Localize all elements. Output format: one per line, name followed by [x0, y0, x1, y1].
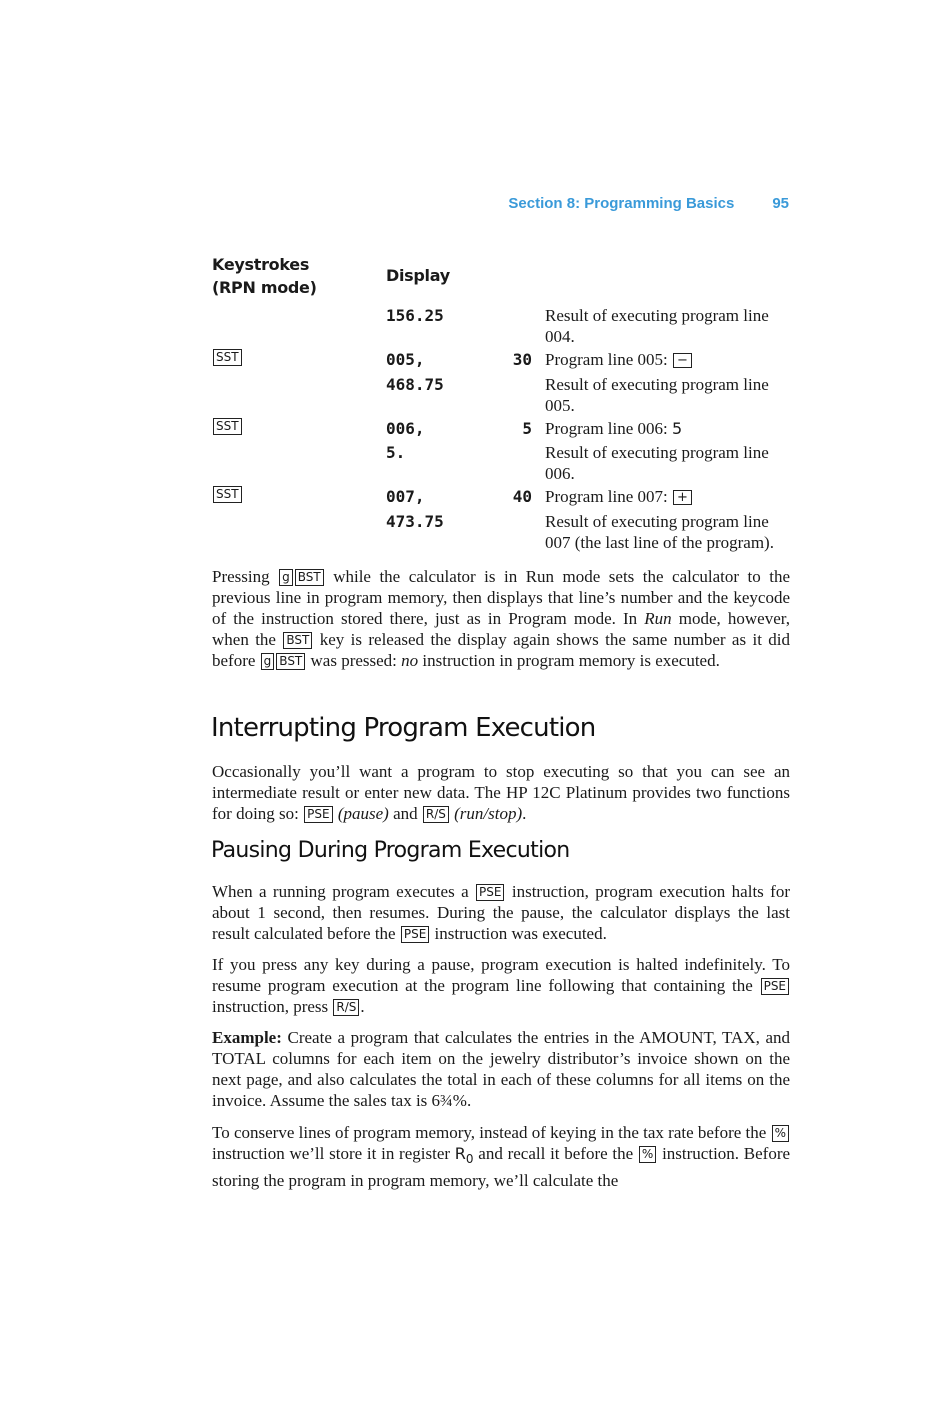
- keycode: 40: [512, 487, 532, 506]
- heading-interrupting: Interrupting Program Execution: [211, 713, 596, 743]
- keystrokes-header-line2: (RPN mode): [212, 278, 317, 297]
- rs-key: R/S: [423, 806, 449, 823]
- keycode: 30: [512, 350, 532, 369]
- display-column-header: Display: [386, 266, 450, 285]
- bst-key: BST: [283, 632, 312, 649]
- percent-key: %: [639, 1146, 656, 1163]
- keystrokes-header-line1: Keystrokes: [212, 255, 310, 274]
- pse-key: PSE: [304, 806, 332, 823]
- paragraph-pse: When a running program executes a PSE instruction, program execution halts for about 1 second, then resumes. During the pause, the calculator displays the last result calculated before the PSE instruction was executed.: [212, 882, 790, 943]
- sst-key: SST: [213, 418, 242, 435]
- running-header: [508, 195, 789, 212]
- keycode: 5: [522, 419, 532, 438]
- rs-key: R/S: [333, 999, 359, 1016]
- plus-key: +: [673, 490, 692, 505]
- sst-key: SST: [213, 349, 242, 366]
- display-value: 468.75: [386, 375, 444, 394]
- display-value: 473.75: [386, 512, 444, 531]
- paragraph-bst: Pressing g BST while the calculator is in Run mode sets the calculator to the previous line in program memory, then displays that line’s number and the keycode of the instruction stored there, just as in Program mode. In Run mode, however, when the BST key is released the display again shows the same number as it did before g BST was pressed: no instruction in program memory is executed.: [212, 567, 791, 670]
- bst-key: BST: [276, 653, 305, 670]
- description: Result of executing program line 006.: [545, 443, 769, 483]
- g-key: g: [261, 653, 275, 670]
- description: Result of executing program line 005.: [545, 375, 769, 415]
- description: Result of executing program line 004.: [545, 306, 769, 346]
- display-value: 156.25: [386, 306, 444, 325]
- pse-key: PSE: [401, 926, 429, 943]
- pse-key: PSE: [761, 978, 789, 995]
- paragraph-resume: If you press any key during a pause, program execution is halted indefinitely. To resume program execution at the program line following that containing the PSE instruction, press R/S .: [212, 955, 790, 1016]
- description: Program line 006: 5: [545, 419, 683, 438]
- display-value: 5.: [386, 443, 406, 462]
- description: Program line 005: −: [545, 349, 790, 370]
- example-label: Example:: [212, 1028, 282, 1047]
- paragraph-example: Example: Create a program that calculates the entries in the AMOUNT, TAX, and TOTAL columns for each item on the jewelry distributor’s invoice shown on the next page, and also calculates the total in each of these columns for all items on the invoice. Assume the sales tax is 6¾%.: [212, 1028, 790, 1110]
- display-value: 006,: [386, 419, 425, 438]
- section-title: Section 8: Programming Basics: [508, 195, 735, 212]
- paragraph-interrupt-intro: Occasionally you’ll want a program to stop executing so that you can see an intermediate result or enter new data. The HP 12C Platinum provides two functions for doing so: PSE (pause) and R/S (run/stop).: [212, 762, 790, 823]
- paragraph-conserve: To conserve lines of program memory, instead of keying in the tax rate before the % instruction we’ll store it in register $R_0$ and recall it before the % instruction. Before storing the program in program memory, we’ll calculate the: [212, 1123, 791, 1190]
- description: Program line 007: +: [545, 486, 790, 507]
- bst-key: BST: [295, 569, 324, 586]
- display-value: 005,: [386, 350, 425, 369]
- digit-five: 5: [672, 419, 683, 438]
- sst-key: SST: [213, 486, 242, 503]
- percent-key: %: [772, 1125, 789, 1142]
- pse-key: PSE: [476, 884, 504, 901]
- minus-key: −: [673, 353, 692, 368]
- heading-pausing: Pausing During Program Execution: [211, 838, 570, 863]
- display-value: 007,: [386, 487, 425, 506]
- keystrokes-column-header: [212, 253, 317, 299]
- g-key: g: [279, 569, 293, 586]
- description: Result of executing program line 007 (the last line of the program).: [545, 512, 774, 552]
- register-name: $R_0$: [454, 1144, 474, 1166]
- page-number: 95: [772, 195, 789, 212]
